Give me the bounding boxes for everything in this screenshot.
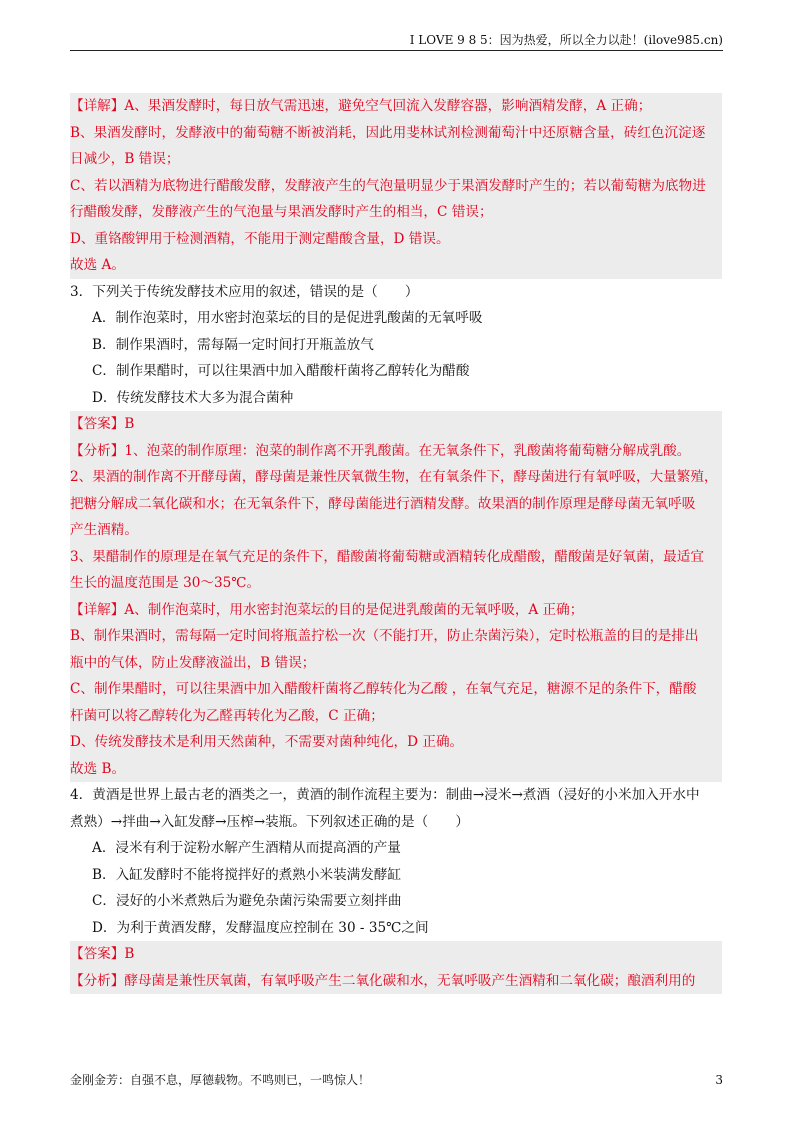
section-line <box>70 93 722 120</box>
line-text: 瓶中的气体，防止发酵液溢出，B 错误； <box>70 654 316 671</box>
line-text: 3．下列关于传统发酵技术应用的叙述，错误的是（ ） <box>70 283 419 300</box>
text-line <box>70 650 722 677</box>
text-line <box>70 199 722 226</box>
line-text: 4．黄酒是世界上最古老的酒类之一，黄酒的制作流程主要为：制曲→浸米→煮酒（浸好的小米加入开水中 <box>70 787 700 803</box>
option-line <box>70 835 722 862</box>
question-block <box>70 782 722 941</box>
section-tag: 【答案】 <box>70 416 125 432</box>
line-text: 行醋酸发酵，发酵液产生的气泡量与果酒发酵时产生的相当，C 错误； <box>70 204 493 220</box>
line-text: 日减少，B 错误； <box>70 151 180 167</box>
line-text: 3、果醋制作的原理是在氧气充足的条件下，醋酸菌将葡萄糖或酒精转化成醋酸，醋酸菌是好氧菌，最适宜 <box>70 548 704 565</box>
option-line <box>70 862 722 889</box>
text-line <box>70 173 722 200</box>
line-text: B、制作果酒时，需每隔一定时间将瓶盖拧松一次（不能打开，防止杂菌污染），定时松瓶盖的目的是排出 <box>70 628 699 644</box>
section-tag: 【分析】 <box>70 442 125 459</box>
line-text: 煮熟）→拌曲→入缸发酵→压榨→装瓶。下列叙述正确的是（ ） <box>70 813 469 830</box>
text-line <box>70 464 722 491</box>
text-line <box>70 756 722 783</box>
line-text: D．为利于黄酒发酵，发酵温度应控制在 30 - 35℃之间 <box>92 919 429 936</box>
page-footer <box>70 1071 723 1089</box>
line-text: D、传统发酵技术是利用天然菌种，不需要对菌种纯化，D 正确。 <box>70 734 464 750</box>
line-text: 生长的温度范围是 30～35℃。 <box>70 575 261 591</box>
text-line <box>70 252 722 279</box>
line-text: D、重铬酸钾用于检测酒精，不能用于测定醋酸含量，D 错误。 <box>70 230 450 247</box>
line-text: 酵母菌是兼性厌氧菌，有氧呼吸产生二氧化碳和水，无氧呼吸产生酒精和二氧化碳；酿酒利用的 <box>124 972 696 989</box>
line-text: B．入缸发酵时不能将搅拌好的煮熟小米装满发酵缸 <box>92 866 402 883</box>
section-line <box>70 941 722 968</box>
text-line <box>70 809 722 836</box>
line-text: 产生酒精。 <box>70 522 138 538</box>
line-text: C．浸好的小米煮熟后为避免杂菌污染需要立刻拌曲 <box>92 893 402 909</box>
line-text: 把糖分解成二氧化碳和水；在无氧条件下，酵母菌能进行酒精发酵。故果酒的制作原理是酵母菌无氧呼吸 <box>70 495 696 512</box>
line-text: B．制作果酒时，需每隔一定时间打开瓶盖放气 <box>92 336 374 353</box>
line-text: A、制作泡菜时，用水密封泡菜坛的目的是促进乳酸菌的无氧呼吸，A 正确； <box>124 601 584 618</box>
solution-block <box>70 411 722 782</box>
section-line <box>70 438 722 465</box>
section-tag: 【详解】 <box>70 98 125 114</box>
line-text: 杆菌可以将乙醇转化为乙醛再转化为乙酸，C 正确； <box>70 707 384 724</box>
option-line <box>70 888 722 915</box>
text-line <box>70 120 722 147</box>
text-line <box>70 623 722 650</box>
section-tag: 【答案】 <box>70 946 125 962</box>
text-line <box>70 676 722 703</box>
line-text: A、果酒发酵时，每日放气需迅速，避免空气回流入发酵容器，影响酒精发酵，A 正确； <box>124 98 652 114</box>
line-text: 故选 B。 <box>70 760 126 777</box>
header-text: I LOVE 9 8 5：因为热爱，所以全力以赴！(ilove985.cn) <box>409 33 723 47</box>
line-text: A．浸米有利于淀粉水解产生酒精从而提高酒的产量 <box>92 840 401 856</box>
line-text: C、制作果醋时，可以往果酒中加入醋酸杆菌将乙醇转化为乙酸 ，在氧气充足，糖源不足的条件下，醋酸 <box>70 681 697 697</box>
line-text: 2、果酒的制作离不开酵母菌，酵母菌是兼性厌氧微生物，在有氧条件下，酵母菌进行有氧呼吸，大量繁殖， <box>70 469 718 485</box>
text-line <box>70 146 722 173</box>
section-tag: 【分析】 <box>70 972 125 989</box>
text-line <box>70 703 722 730</box>
line-text: D．传统发酵技术大多为混合菌种 <box>92 389 294 406</box>
line-text: C、若以酒精为底物进行醋酸发酵，发酵液产生的气泡量明显少于果酒发酵时产生的；若以葡萄糖为底物进 <box>70 177 706 194</box>
document-body <box>70 93 722 994</box>
option-line <box>70 358 722 385</box>
text-line <box>70 782 722 809</box>
section-line <box>70 597 722 624</box>
text-line <box>70 544 722 571</box>
section-tag: 【详解】 <box>70 601 125 618</box>
section-line <box>70 411 722 438</box>
text-line <box>70 491 722 518</box>
text-line <box>70 517 722 544</box>
line-text: B、果酒发酵时，发酵液中的葡萄糖不断被消耗，因此用斐林试剂检测葡萄汁中还原糖含量，砖红色沉淀逐 <box>70 124 706 141</box>
section-line <box>70 968 722 995</box>
option-line <box>70 305 722 332</box>
line-text: 故选 A。 <box>70 257 125 273</box>
line-text: 1、泡菜的制作原理：泡菜的制作离不开乳酸菌。在无氧条件下，乳酸菌将葡萄糖分解成乳酸。 <box>124 442 691 459</box>
solution-block <box>70 941 722 994</box>
text-line <box>70 729 722 756</box>
option-line <box>70 915 722 942</box>
option-line <box>70 385 722 412</box>
page-number: 3 <box>715 1073 723 1087</box>
page-header <box>70 30 723 51</box>
footer-motto: 金刚金芳：自强不息，厚德载物。不鸣则已，一鸣惊人！ <box>70 1073 371 1087</box>
text-line <box>70 279 722 306</box>
line-text: A．制作泡菜时，用水密封泡菜坛的目的是促进乳酸菌的无氧呼吸 <box>92 310 483 326</box>
line-text: C．制作果醋时，可以往果酒中加入醋酸杆菌将乙醇转化为醋酸 <box>92 363 470 379</box>
line-text: B <box>124 416 135 432</box>
text-line <box>70 226 722 253</box>
solution-block <box>70 93 722 279</box>
option-line <box>70 332 722 359</box>
question-block <box>70 279 722 412</box>
text-line <box>70 570 722 597</box>
line-text: B <box>124 946 135 962</box>
